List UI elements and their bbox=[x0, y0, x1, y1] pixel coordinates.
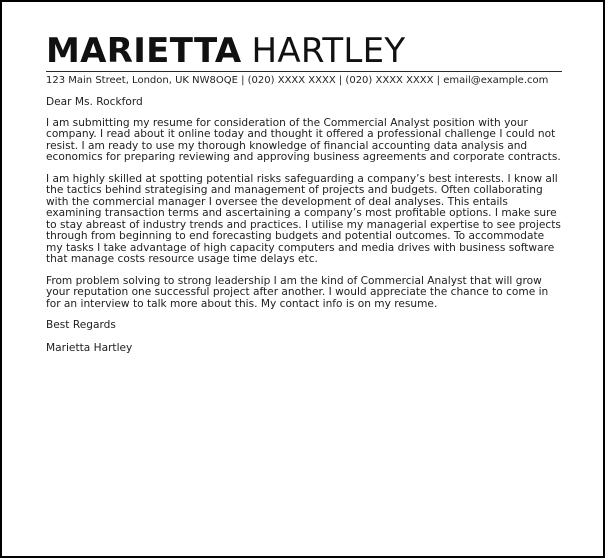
closing-phrase: Best Regards bbox=[46, 319, 116, 331]
letter-body bbox=[46, 97, 562, 354]
applicant-name bbox=[46, 32, 562, 70]
paragraph-closing: From problem solving to strong leadership I am the kind of Commercial Analyst that will grow your reputation one successful project after another. I would appreciate the chance to come in for an interview to talk more about this. My contact info is on my resume. bbox=[46, 274, 549, 310]
paragraph-skills: I am highly skilled at spotting potential risks safeguarding a company’s best interests. I know all the tactics behind strategising and management of projects and budgets. Often collaborating with the commercial manager I oversee the development of deal analyses. This entails examining transaction terms and ascertaining a company’s most profitable options. I make sure to stay abreast of industry trends and practices. I utilise my managerial expertise to see projects through from beginning to end forecasting budgets and potential outcomes. To accommodate my tasks I take advantage of high capacity computers and media drives with business software that manage costs resource usage time delays etc. bbox=[46, 172, 561, 265]
contact-details: 123 Main Street, London, UK NW8OQE | (020) XXXX XXXX | (020) XXXX XXXX | email@example.com bbox=[46, 71, 562, 88]
cover-letter bbox=[46, 32, 562, 354]
signature-name: Marietta Hartley bbox=[46, 341, 133, 354]
last-name: HARTLEY bbox=[251, 31, 406, 71]
paragraph-intro: I am submitting my resume for consideration of the Commercial Analyst position with your company. I read about it online today and thought it offered a professional challenge I could not resist. I am ready to use my thorough knowledge of financial accounting data analysis and economics for preparing reviewing and approving business agreements and corporate contracts. bbox=[46, 116, 561, 163]
salutation: Dear Ms. Rockford bbox=[46, 96, 143, 108]
first-name: MARIETTA bbox=[46, 31, 242, 71]
